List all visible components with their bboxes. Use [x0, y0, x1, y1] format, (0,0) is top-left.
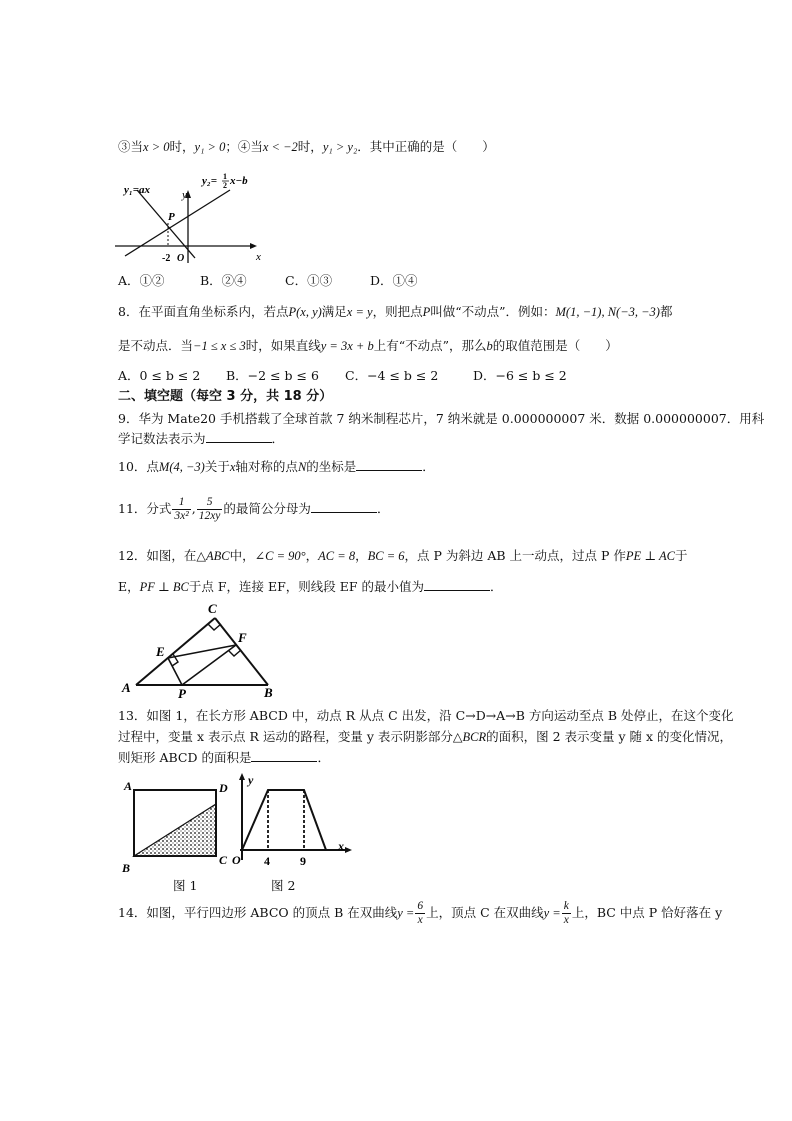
q9-line2	[118, 430, 284, 448]
q13-figure-2	[230, 772, 360, 872]
q8-text: 上有“不动点”，那么	[373, 338, 487, 353]
frac-den: x	[563, 914, 569, 926]
q7-option-b[interactable]: B．②④	[200, 273, 247, 288]
segment-PF	[182, 645, 236, 685]
label-neg2: -2	[162, 253, 171, 264]
tick-9: 9	[300, 854, 306, 868]
q11-text: 11．分式	[118, 501, 172, 516]
q12-math: PF ⊥ BC	[139, 580, 189, 594]
q8-text: 叫做“不动点”．例如：	[430, 304, 556, 319]
label-E: E	[156, 644, 165, 659]
frac-den: 3x²	[174, 510, 189, 522]
label-x: x	[338, 839, 344, 853]
right-angle-F	[229, 650, 241, 656]
q14-math: y =	[397, 906, 415, 920]
q12-text: E，	[118, 579, 140, 594]
q10-text: 10．点	[118, 459, 159, 474]
q8-option-a[interactable]: A．0 ≤ b ≤ 2	[118, 368, 201, 383]
q10-text: 轴对称的点	[235, 459, 298, 474]
x-axis-arrow	[250, 243, 257, 249]
label-O: O	[177, 253, 185, 264]
q13-line2	[118, 728, 732, 746]
q7-option-a[interactable]: A．①②	[118, 273, 165, 288]
tick-4: 4	[264, 854, 270, 868]
q8-text: 是不动点．当	[118, 338, 194, 353]
label-D: D	[219, 781, 228, 795]
label-C: C	[219, 853, 228, 867]
q12-text: ．	[490, 579, 503, 594]
q12-text: 12．如图，在	[118, 548, 197, 563]
q10-answer-blank[interactable]	[356, 458, 422, 471]
q13-figure-1	[118, 776, 238, 876]
q13-fig2-caption: 图 2	[271, 878, 296, 893]
q7-option-d[interactable]: D．①④	[370, 273, 418, 288]
q13-math: △BCR	[452, 730, 487, 744]
q8-math: x = y	[346, 305, 373, 319]
frac-num: 1	[172, 496, 190, 510]
q10-text: ．	[422, 459, 435, 474]
q8-option-c[interactable]: C．−4 ≤ b ≤ 2	[345, 368, 439, 383]
q7-text: ．其中正确的是（ ）	[357, 139, 495, 154]
shaded-triangle-BCR	[134, 804, 216, 856]
q13-line3	[118, 749, 330, 767]
label-A: A	[124, 779, 133, 793]
q8-option-b[interactable]: B．−2 ≤ b ≤ 6	[226, 368, 319, 383]
q12-text: 中，	[229, 548, 255, 563]
label-y: y	[182, 189, 187, 201]
q7-cond: y₁ > 0	[194, 140, 226, 154]
q8-text: 都	[659, 304, 673, 319]
q8-text: 满足	[321, 304, 347, 319]
q8-math: y = 3x + b	[320, 339, 374, 353]
label-y1: y₁=ax	[124, 184, 150, 196]
frac-num: k	[563, 900, 569, 912]
q13-fig1-caption: 图 1	[173, 878, 198, 893]
q7-graph-figure	[110, 168, 260, 268]
segment-EF	[168, 645, 236, 658]
label-C: C	[208, 601, 217, 616]
frac-num: 6	[417, 900, 424, 912]
q12-answer-blank[interactable]	[424, 578, 490, 591]
q12-math: BC = 6	[367, 549, 405, 563]
q13-text: ．	[317, 750, 330, 765]
label-x: x	[256, 251, 261, 263]
q11-fraction-1	[172, 496, 190, 523]
q12-text: ，	[355, 548, 368, 563]
label-y2-frac-num: 1	[223, 172, 227, 181]
label-y2-prefix: y₂=	[202, 175, 217, 187]
q8-line1	[118, 303, 673, 321]
q8-line2	[118, 337, 618, 355]
q11-sep: ,	[191, 501, 196, 516]
q12-text: 于	[674, 548, 688, 563]
q8-text: 时，如果直线	[245, 338, 321, 353]
q7-text: 时，	[297, 139, 323, 154]
q7-cond: y₁ > y₂	[322, 140, 358, 154]
label-O: O	[232, 853, 241, 867]
q8-math: P(x, y)	[288, 305, 322, 319]
right-angle-C	[208, 624, 221, 630]
label-y2-suffix: x−b	[230, 175, 248, 187]
q10-text: 的坐标是	[306, 459, 357, 474]
q11-line	[118, 493, 389, 525]
q8-text: 8．在平面直角坐标系内，若点	[118, 304, 289, 319]
q11-answer-blank[interactable]	[311, 500, 377, 513]
q12-math: ∠C = 90°	[254, 549, 306, 563]
y-axis-arrow	[239, 773, 245, 780]
q7-cond: x < −2	[262, 140, 298, 154]
q13-text: 过程中，变量 x 表示点 R 运动的路程，变量 y 表示阴影部分	[118, 729, 453, 744]
label-B: B	[122, 861, 131, 875]
label-y: y	[248, 773, 254, 787]
q11-fraction-2	[197, 496, 223, 523]
frac-den: 12xy	[198, 510, 221, 522]
q13-text: 则矩形 ABCD 的面积是	[118, 750, 252, 765]
q10-text: 关于	[204, 459, 230, 474]
label-A: A	[122, 680, 131, 695]
q12-math: AC = 8	[318, 549, 356, 563]
q7-cond: x > 0	[143, 140, 170, 154]
q8-option-d[interactable]: D．−6 ≤ b ≤ 2	[473, 368, 567, 383]
q8-math: b	[486, 339, 493, 353]
q12-text: ，	[305, 548, 319, 563]
q14-fraction-2	[562, 900, 571, 927]
frac-num: 5	[197, 496, 223, 510]
q7-text: 时，	[169, 139, 195, 154]
side-CB	[215, 618, 268, 685]
q9-text: ．	[271, 431, 285, 446]
q7-option-c[interactable]: C．①③	[285, 273, 333, 288]
q10-math: N	[297, 460, 307, 474]
q11-text: 的最简公分母为	[223, 501, 311, 516]
q14-math: y =	[543, 906, 561, 920]
x-axis-arrow	[345, 847, 352, 853]
section-title: 二、填空题（每空 3 分，共 18 分）	[118, 389, 333, 404]
label-P: P	[168, 211, 175, 223]
area-curve	[242, 790, 326, 850]
q12-text: 于点 F，连接 EF，则线段 EF 的最小值为	[188, 579, 425, 594]
q13-answer-blank[interactable]	[251, 749, 317, 762]
q12-triangle-figure	[120, 600, 280, 701]
segment-PE	[168, 658, 182, 685]
q7-text: ③当	[118, 139, 144, 154]
q8-math: M(1, −1), N(−3, −3)	[555, 305, 660, 319]
q12-line1	[118, 547, 687, 565]
label-B: B	[264, 685, 273, 700]
q7-text: ；④当	[225, 139, 263, 154]
q12-line2	[118, 578, 503, 596]
q9-line1: 9．华为 Mate20 手机搭载了全球首款 7 纳米制程芯片，7 纳米就是 0.000000007 米．数据 0.000000007．用科	[118, 411, 765, 426]
q14-fraction-1	[415, 900, 425, 927]
label-y2-frac-den: 2	[223, 181, 227, 190]
q14-line	[118, 896, 722, 930]
q12-text: ，点 P 为斜边 AB 上一动点，过点 P 作	[404, 548, 626, 563]
q10-line	[118, 458, 435, 476]
q8-math: P	[422, 305, 431, 319]
q12-math: PE ⊥ AC	[625, 549, 675, 563]
q14-text: 上，BC 中点 P 恰好落在 y	[571, 905, 723, 920]
q13-line1: 13．如图 1，在长方形 ABCD 中，动点 R 从点 C 出发，沿 C→D→A→B 方向运动至点 B 处停止，在这个变化	[118, 708, 734, 723]
q8-math: −1 ≤ x ≤ 3	[193, 339, 246, 353]
q12-math: △ABC	[196, 549, 230, 563]
q10-math: M(4, −3)	[158, 460, 205, 474]
q14-text: 上，顶点 C 在双曲线	[426, 905, 544, 920]
q9-answer-blank[interactable]	[206, 430, 272, 443]
q14-text: 14．如图，平行四边形 ABCO 的顶点 B 在双曲线	[118, 905, 398, 920]
q8-text: 的取值范围是（ ）	[492, 338, 618, 353]
label-P: P	[178, 686, 186, 701]
q9-text: 学记数法表示为	[118, 431, 206, 446]
q10-math: x	[229, 460, 236, 474]
q7-stem-line	[118, 138, 495, 156]
q13-text: 的面积，图 2 表示变量 y 随 x 的变化情况，	[486, 729, 733, 744]
label-F: F	[238, 630, 247, 645]
q8-text: ，则把点	[372, 304, 423, 319]
q11-text: ．	[376, 501, 390, 516]
frac-den: x	[417, 914, 423, 926]
